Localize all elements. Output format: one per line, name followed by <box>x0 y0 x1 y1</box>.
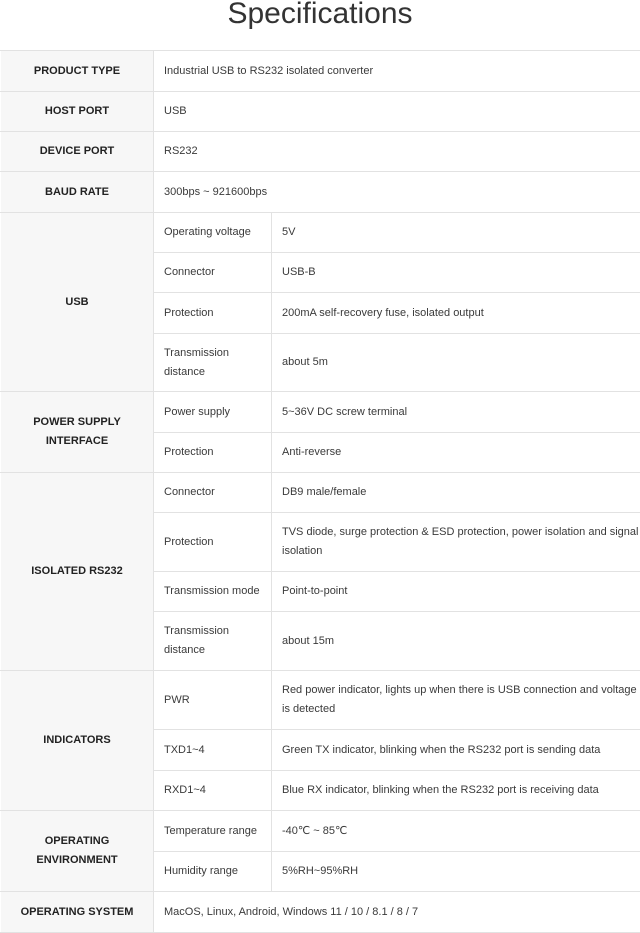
item-value: 5V <box>272 213 640 253</box>
item-name: RXD1~4 <box>154 771 272 811</box>
row-value: USB <box>154 92 640 132</box>
item-value: -40℃ ~ 85℃ <box>272 811 640 852</box>
item-name: Temperature range <box>154 811 272 852</box>
item-name: Protection <box>154 433 272 473</box>
item-name: TXD1~4 <box>154 730 272 771</box>
item-value: about 15m <box>272 612 640 671</box>
item-value: 200mA self-recovery fuse, isolated output <box>272 293 640 334</box>
item-name: Power supply <box>154 392 272 433</box>
table-row <box>1 671 640 730</box>
row-label: PRODUCT TYPE <box>1 51 154 92</box>
page-title: Specifications <box>227 0 413 30</box>
item-name: Transmission mode <box>154 572 272 612</box>
item-value: about 5m <box>272 334 640 392</box>
table-row <box>1 213 640 253</box>
table-row <box>1 392 640 433</box>
item-name: Protection <box>154 513 272 572</box>
group-label-indicators: INDICATORS <box>1 671 154 811</box>
row-label: BAUD RATE <box>1 172 154 213</box>
row-value: 300bps ~ 921600bps <box>154 172 640 213</box>
item-name: Connector <box>154 473 272 513</box>
row-value: RS232 <box>154 132 640 172</box>
item-value: DB9 male/female <box>272 473 640 513</box>
row-value: MacOS, Linux, Android, Windows 11 / 10 / 8.1 / 8 / 7 <box>154 892 640 933</box>
item-value: TVS diode, surge protection & ESD protection, power isolation and signal isolation <box>272 513 640 572</box>
item-name: Transmission distance <box>154 334 272 392</box>
group-label-operating-environment: OPERATING ENVIRONMENT <box>1 811 154 892</box>
row-label: DEVICE PORT <box>1 132 154 172</box>
item-value: Red power indicator, lights up when there is USB connection and voltage is detected <box>272 671 640 730</box>
item-value: Anti-reverse <box>272 433 640 473</box>
item-name: Transmission distance <box>154 612 272 671</box>
group-label-usb: USB <box>1 213 154 392</box>
table-row <box>1 473 640 513</box>
table-row-product-type <box>1 51 640 92</box>
item-name: PWR <box>154 671 272 730</box>
table-row <box>1 811 640 852</box>
row-label: HOST PORT <box>1 92 154 132</box>
table-row-baud-rate <box>1 172 640 213</box>
item-value: 5%RH~95%RH <box>272 852 640 892</box>
group-label-isolated-rs232: ISOLATED RS232 <box>1 473 154 671</box>
row-value: Industrial USB to RS232 isolated converter <box>154 51 640 92</box>
table-row-operating-system <box>1 892 640 933</box>
table-row-host-port <box>1 92 640 132</box>
item-name: Humidity range <box>154 852 272 892</box>
item-value: USB-B <box>272 253 640 293</box>
item-value: Green TX indicator, blinking when the RS232 port is sending data <box>272 730 640 771</box>
item-name: Protection <box>154 293 272 334</box>
item-value: 5~36V DC screw terminal <box>272 392 640 433</box>
item-name: Operating voltage <box>154 213 272 253</box>
item-name: Connector <box>154 253 272 293</box>
item-value: Point-to-point <box>272 572 640 612</box>
item-value: Blue RX indicator, blinking when the RS232 port is receiving data <box>272 771 640 811</box>
row-label: OPERATING SYSTEM <box>1 892 154 933</box>
table-row-device-port <box>1 132 640 172</box>
group-label-power-supply: POWER SUPPLY INTERFACE <box>1 392 154 473</box>
specifications-table <box>0 50 640 933</box>
